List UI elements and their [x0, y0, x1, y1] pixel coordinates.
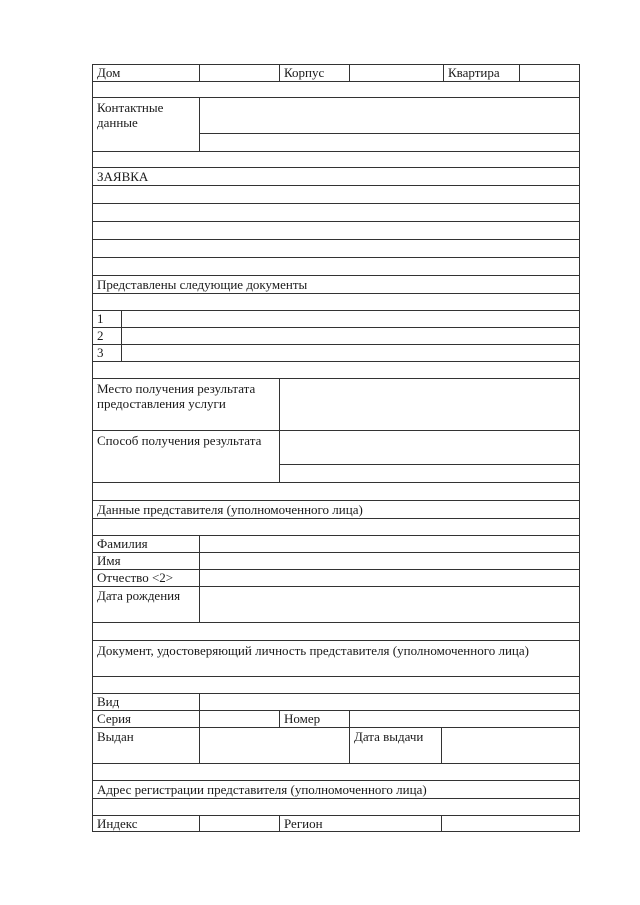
representative-title-row — [92, 500, 580, 518]
document-item-field[interactable] — [121, 345, 579, 361]
contacts-row — [92, 97, 580, 151]
document-item-field[interactable] — [121, 328, 579, 344]
id-issued-by-label: Выдан — [97, 729, 134, 744]
spacer-row — [92, 361, 580, 378]
patronymic-label: Отчество <2> — [97, 570, 174, 585]
result-place-label: Место получения результата предоставления услуги — [97, 381, 256, 411]
house-field[interactable] — [199, 65, 279, 81]
index-label: Индекс — [97, 816, 138, 831]
name-label: Имя — [97, 553, 121, 568]
documents-title-row — [92, 275, 580, 293]
id-number-field[interactable] — [349, 711, 579, 727]
apartment-field[interactable] — [519, 65, 579, 81]
id-type-field[interactable] — [199, 694, 579, 710]
surname-row — [92, 535, 580, 552]
building-label: Корпус — [279, 65, 349, 81]
application-title-row — [92, 167, 580, 185]
spacer-row — [92, 81, 580, 97]
index-field[interactable] — [199, 816, 279, 831]
spacer-row — [92, 676, 580, 693]
spacer-row — [92, 293, 580, 310]
id-number-label: Номер — [279, 711, 349, 727]
result-method-label: Способ получения результата — [97, 433, 262, 448]
document-item-number: 2 — [97, 328, 104, 343]
application-line[interactable] — [92, 221, 580, 239]
building-field[interactable] — [349, 65, 443, 81]
spacer-row — [92, 622, 580, 640]
document-item-row — [92, 310, 580, 327]
application-line[interactable] — [92, 203, 580, 221]
birthdate-field[interactable] — [199, 587, 579, 622]
id-type-label: Вид — [97, 694, 120, 709]
contacts-field-1[interactable] — [200, 98, 579, 133]
patronymic-row — [92, 569, 580, 586]
result-place-field[interactable] — [279, 379, 579, 430]
document-item-field[interactable] — [121, 311, 579, 327]
application-line[interactable] — [92, 185, 580, 203]
id-series-row — [92, 710, 580, 727]
id-document-title-row — [92, 640, 580, 676]
application-form — [92, 64, 580, 832]
id-issue-date-field[interactable] — [441, 728, 579, 763]
registration-title-row — [92, 780, 580, 798]
contacts-fields — [199, 98, 579, 151]
spacer-row — [92, 518, 580, 535]
surname-label: Фамилия — [97, 536, 148, 551]
id-type-row — [92, 693, 580, 710]
document-item-number: 3 — [97, 345, 104, 360]
region-label: Регион — [279, 816, 441, 831]
registration-index-row — [92, 815, 580, 832]
contacts-field-2[interactable] — [200, 133, 579, 151]
id-issue-date-label: Дата выдачи — [349, 728, 441, 763]
contacts-label: Контактные данные — [97, 100, 164, 130]
name-field[interactable] — [199, 553, 579, 569]
house-label: Дом — [97, 65, 121, 80]
result-place-row — [92, 378, 580, 430]
representative-title: Данные представителя (уполномоченного лица) — [97, 502, 363, 517]
result-method-field-2[interactable] — [280, 464, 579, 482]
spacer-row — [92, 151, 580, 167]
patronymic-field[interactable] — [199, 570, 579, 586]
id-document-title: Документ, удостоверяющий личность представителя (уполномоченного лица) — [97, 643, 529, 658]
result-method-row — [92, 430, 580, 482]
birthdate-label: Дата рождения — [97, 588, 181, 603]
application-title: ЗАЯВКА — [97, 169, 149, 184]
birthdate-row — [92, 586, 580, 622]
result-method-fields — [279, 431, 579, 482]
name-row — [92, 552, 580, 569]
application-line[interactable] — [92, 239, 580, 257]
document-item-number: 1 — [97, 311, 104, 326]
id-series-field[interactable] — [199, 711, 279, 727]
application-line[interactable] — [92, 257, 580, 275]
spacer-row — [92, 798, 580, 815]
address-row — [92, 64, 580, 81]
apartment-label: Квартира — [443, 65, 519, 81]
result-method-field-1[interactable] — [280, 431, 579, 464]
document-item-row — [92, 344, 580, 361]
document-item-row — [92, 327, 580, 344]
id-series-label: Серия — [97, 711, 132, 726]
registration-title: Адрес регистрации представителя (уполномоченного лица) — [97, 782, 427, 797]
spacer-row — [92, 763, 580, 780]
spacer-row — [92, 482, 580, 500]
id-issued-by-field[interactable] — [199, 728, 349, 763]
id-issued-row — [92, 727, 580, 763]
documents-title: Представлены следующие документы — [97, 277, 308, 292]
surname-field[interactable] — [199, 536, 579, 552]
region-field[interactable] — [441, 816, 579, 831]
